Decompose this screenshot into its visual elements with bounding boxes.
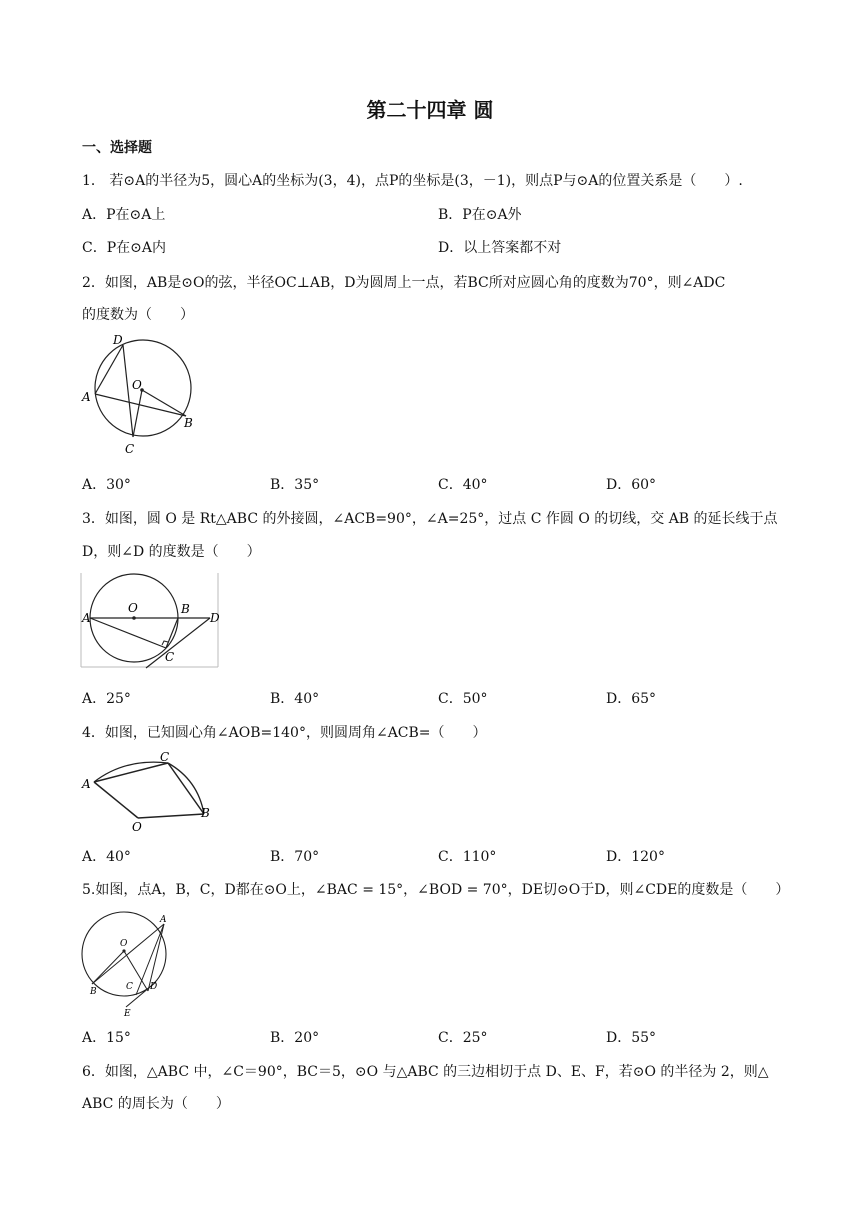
q1-option-a[interactable]: A．P在⊙A上 <box>82 207 166 223</box>
q4-option-a[interactable]: A．40° <box>82 849 131 865</box>
question-6-stem-cont: ABC 的周长为（ ） <box>82 1096 230 1112</box>
question-1-stem: 1． 若⊙A的半径为5，圆心A的坐标为(3，4)，点P的坐标是(3，－1)，则点P与⊙A的位置关系是（ ）. <box>82 173 743 189</box>
q5-option-c[interactable]: C．25° <box>438 1030 488 1046</box>
q5-label-b: B <box>90 987 97 997</box>
q5-option-b[interactable]: B．20° <box>270 1030 320 1046</box>
q4-figure <box>80 750 215 835</box>
question-4-stem: 4．如图，已知圆心角∠AOB=140°，则圆周角∠ACB=（ ） <box>82 725 487 741</box>
question-3-stem-cont: D，则∠D 的度数是（ ） <box>82 544 261 560</box>
q5-figure <box>80 906 180 1018</box>
q1-option-c[interactable]: C．P在⊙A内 <box>82 240 166 256</box>
q4-label-b: B <box>201 806 210 820</box>
q3-label-b: B <box>181 602 190 616</box>
q3-option-a[interactable]: A．25° <box>82 691 131 707</box>
q2-label-c: C <box>125 442 135 456</box>
q5-label-o: O <box>120 939 128 949</box>
q4-option-b[interactable]: B．70° <box>270 849 320 865</box>
q2-label-a: A <box>82 390 91 404</box>
q5-label-a: A <box>160 915 167 925</box>
q4-label-a: A <box>82 777 91 791</box>
q1-option-d[interactable]: D．以上答案都不对 <box>438 240 562 256</box>
q5-label-c: C <box>126 982 133 992</box>
q2-label-o: O <box>132 378 142 392</box>
q2-option-d[interactable]: D．60° <box>606 477 657 493</box>
question-2-stem: 2．如图，AB是⊙O的弦，半径OC⊥AB，D为圆周上一点，若BC所对应圆心角的度数为70°，则∠ADC <box>82 275 726 291</box>
q4-label-o: O <box>132 820 142 834</box>
q2-option-b[interactable]: B．35° <box>270 477 320 493</box>
question-2-stem-cont: 的度数为（ ） <box>82 307 194 323</box>
q2-option-a[interactable]: A．30° <box>82 477 131 493</box>
q4-option-d[interactable]: D．120° <box>606 849 665 865</box>
q5-option-a[interactable]: A．15° <box>82 1030 131 1046</box>
page-title: 第二十四章 圆 <box>366 98 494 122</box>
q3-label-a: A <box>82 611 91 625</box>
q2-figure <box>80 332 200 457</box>
question-6-stem: 6．如图，△ABC 中，∠C＝90°，BC＝5，⊙O 与△ABC 的三边相切于点 D、E、F，若⊙O 的半径为 2，则△ <box>82 1064 769 1080</box>
q3-option-d[interactable]: D．65° <box>606 691 657 707</box>
q3-option-b[interactable]: B．40° <box>270 691 320 707</box>
q5-label-e: E <box>124 1009 131 1018</box>
q3-option-c[interactable]: C．50° <box>438 691 488 707</box>
q3-label-d: D <box>210 611 220 625</box>
section-heading: 一、选择题 <box>82 140 152 156</box>
q2-label-d: D <box>113 333 123 347</box>
question-5-stem: 5.如图，点A，B，C，D都在⊙O上，∠BAC = 15°，∠BOD = 70°，DE切⊙O于D，则∠CDE的度数是（ ） <box>82 882 790 898</box>
q1-option-b[interactable]: B．P在⊙A外 <box>438 207 522 223</box>
q3-label-o: O <box>128 601 138 615</box>
q4-option-c[interactable]: C．110° <box>438 849 497 865</box>
q3-figure <box>80 572 220 669</box>
q3-label-c: C <box>165 650 175 664</box>
q2-label-b: B <box>184 416 193 430</box>
q5-option-d[interactable]: D．55° <box>606 1030 657 1046</box>
q2-option-c[interactable]: C．40° <box>438 477 488 493</box>
question-3-stem: 3．如图，圆 O 是 Rt△ABC 的外接圆，∠ACB=90°，∠A=25°，过点 C 作圆 O 的切线，交 AB 的延长线于点 <box>82 511 778 527</box>
q4-label-c: C <box>160 750 170 764</box>
q5-label-d: D <box>150 982 158 992</box>
